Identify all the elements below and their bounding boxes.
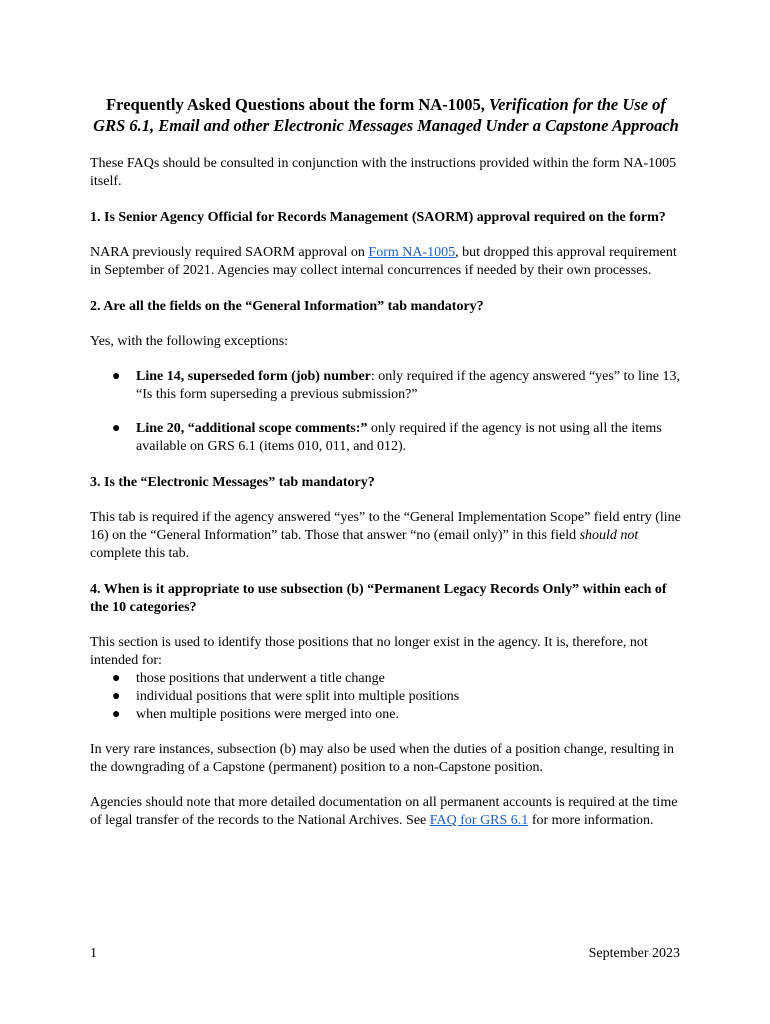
list-item: ● individual positions that were split into multiple positions (112, 689, 460, 704)
bullet-icon: ● (112, 369, 121, 384)
question-2: 2. Are all the fields on the “General Information” tab mandatory? (90, 299, 484, 314)
document-page (90, 94, 682, 830)
question-1: 1. Is Senior Agency Official for Records Management (SAORM) approval required on the form? (90, 210, 666, 225)
form-na-1005-link[interactable]: Form NA-1005 (368, 245, 456, 260)
faq-grs-link[interactable]: FAQ for GRS 6.1 (429, 813, 529, 828)
intro-paragraph: These FAQs should be consulted in conjunction with the instructions provided within the form NA-1005 itself. (90, 156, 677, 189)
title-italic: Verification for the Use of GRS 6.1, Email and other Electronic Messages Managed Under a Capstone Approach (93, 95, 679, 135)
bullet-icon: ● (112, 671, 121, 686)
bullet-icon: ● (112, 421, 121, 436)
exceptions-list (90, 368, 682, 456)
not-intended-list (90, 670, 682, 724)
answer-2: Yes, with the following exceptions: (90, 334, 289, 349)
answer-4-paragraph-2: In very rare instances, subsection (b) may also be used when the duties of a position change, resulting in the downgrading of a Capstone (permanent) position to a non-Capstone position. (90, 742, 674, 775)
list-item: ● Line 20, “additional scope comments:” only required if the agency is not using all the items available on GRS 6.1 (items 010, 011, and 012). (112, 421, 662, 454)
answer-4: This section is used to identify those positions that no longer exist in the agency. It is, therefore, not intended for: (90, 635, 648, 668)
question-3: 3. Is the “Electronic Messages” tab mandatory? (90, 475, 375, 490)
bullet-icon: ● (112, 707, 121, 722)
question-4: 4. When is it appropriate to use subsection (b) “Permanent Legacy Records Only” within each of the 10 categories? (90, 582, 667, 615)
footer-date: September 2023 (588, 946, 680, 961)
answer-3: This tab is required if the agency answered “yes” to the “General Implementation Scope” field entry (line 16) on the “General Information” tab. Those that answer “no (email only)” in this field should not complete this tab. (90, 510, 681, 561)
page-number: 1 (90, 946, 97, 961)
answer-1: NARA previously required SAORM approval on Form NA-1005, but dropped this approval requirement in September of 2021. Agencies may collect internal concurrences if needed by their own processes. (90, 245, 677, 278)
list-item: ● Line 14, superseded form (job) number: only required if the agency answered “yes” to line 13, “Is this form superseding a previous submission?” (112, 369, 680, 402)
list-item: ● those positions that underwent a title change (112, 671, 385, 686)
bullet-icon: ● (112, 689, 121, 704)
answer-4-paragraph-3: Agencies should note that more detailed documentation on all permanent accounts is required at the time of legal transfer of the records to the National Archives. See FAQ for GRS 6.1 for more information. (90, 795, 678, 828)
page-title: Frequently Asked Questions about the form NA-1005, Verification for the Use of GRS 6.1, Email and other Electronic Messages Managed Under a Capstone Approach (93, 95, 679, 135)
list-item: ● when multiple positions were merged into one. (112, 707, 399, 722)
